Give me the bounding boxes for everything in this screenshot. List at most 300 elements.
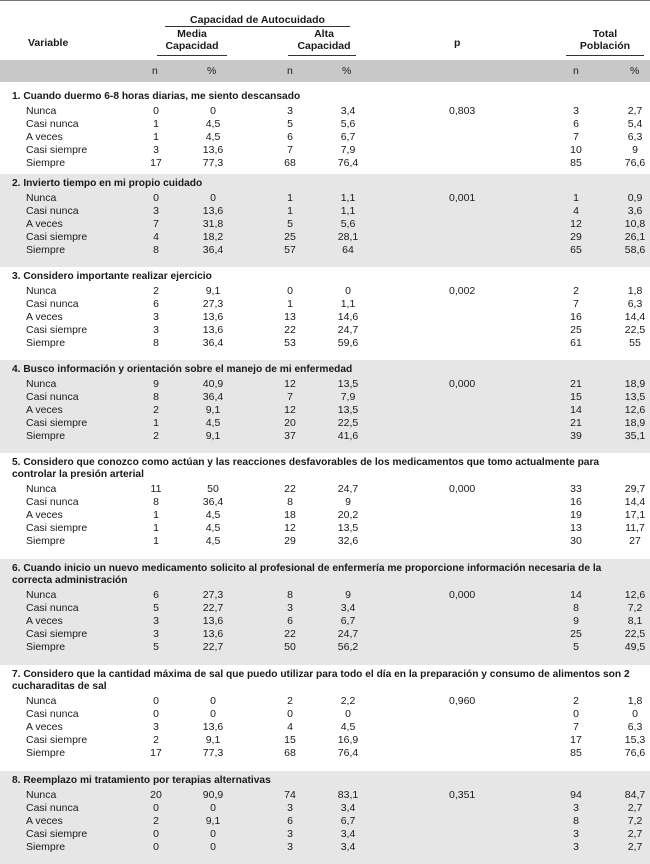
media-pct: 36,4 (202, 244, 224, 256)
media-pct: 22,7 (202, 602, 224, 614)
total-n: 85 (570, 747, 582, 759)
alta-pct: 14,6 (337, 311, 359, 323)
total-n: 6 (573, 118, 579, 130)
table-row (0, 522, 650, 535)
row-label: Casi nunca (26, 298, 79, 310)
total-n: 21 (570, 378, 582, 390)
media-n: 3 (153, 144, 159, 156)
table-row (0, 404, 650, 417)
alta-n: 25 (284, 231, 296, 243)
media-pct: 90,9 (202, 789, 224, 801)
question-title: 2. Invierto tiempo en mi propio cuidado (12, 178, 203, 189)
media-n: 17 (150, 747, 162, 759)
media-pct: 9,1 (205, 404, 221, 416)
question-section (0, 559, 650, 665)
alta-pct: 24,7 (337, 628, 359, 640)
total-pct: 10,8 (624, 218, 646, 230)
alta-pct: 13,5 (337, 378, 359, 390)
media-pct: 13,6 (202, 324, 224, 336)
header-alta-line1: Alta (314, 28, 334, 40)
media-n: 8 (153, 244, 159, 256)
media-n: 1 (153, 522, 159, 534)
table-row (0, 602, 650, 615)
alta-pct: 0 (345, 708, 351, 720)
total-n: 13 (570, 522, 582, 534)
total-pct: 2,7 (627, 802, 643, 814)
alta-n: 0 (287, 285, 293, 297)
media-n: 2 (153, 404, 159, 416)
media-pct: 36,4 (202, 337, 224, 349)
alta-n: 15 (284, 734, 296, 746)
alta-n: 8 (287, 589, 293, 601)
alta-n: 53 (284, 337, 296, 349)
total-n: 25 (570, 628, 582, 640)
media-pct: 13,6 (202, 144, 224, 156)
alta-pct: 4,5 (340, 721, 356, 733)
media-n: 11 (150, 483, 162, 495)
media-pct: 9,1 (205, 285, 221, 297)
p-value: 0,001 (449, 192, 476, 204)
total-n: 94 (570, 789, 582, 801)
question-section (0, 360, 650, 453)
total-pct: 18,9 (624, 378, 646, 390)
total-pct: 76,6 (624, 747, 646, 759)
media-n: 5 (153, 602, 159, 614)
total-pct: 6,3 (627, 721, 643, 733)
alta-n: 3 (287, 828, 293, 840)
total-pct: 55 (629, 337, 641, 349)
total-pct: 76,6 (624, 157, 646, 169)
media-pct: 0 (210, 841, 216, 853)
media-n: 6 (153, 298, 159, 310)
alta-pct: 1,1 (340, 205, 356, 217)
alta-pct: 28,1 (337, 231, 359, 243)
media-pct: 13,6 (202, 615, 224, 627)
header-total-line1: Total (592, 28, 618, 40)
total-pct: 29,7 (624, 483, 646, 495)
total-pct: 5,4 (627, 118, 643, 130)
total-rule (566, 55, 644, 56)
table-row (0, 391, 650, 404)
alta-pct: 24,7 (337, 324, 359, 336)
row-label: Nunca (26, 192, 57, 204)
media-n: 7 (153, 218, 159, 230)
row-label: Casi nunca (26, 391, 79, 403)
row-label: Casi siempre (26, 628, 88, 640)
p-value: 0,000 (449, 589, 476, 601)
total-pct: 22,5 (624, 628, 646, 640)
total-pct: 0 (632, 708, 638, 720)
alta-pct: 3,4 (340, 841, 356, 853)
alta-pct: 64 (342, 244, 354, 256)
total-pct: 1,8 (627, 695, 643, 707)
question-section (0, 174, 650, 267)
total-n: 7 (573, 721, 579, 733)
total-n: 16 (570, 311, 582, 323)
total-pct: 26,1 (624, 231, 646, 243)
total-n: 19 (570, 509, 582, 521)
media-pct: 9,1 (205, 430, 221, 442)
media-n: 6 (153, 589, 159, 601)
row-label: A veces (26, 615, 63, 627)
row-label: Casi siempre (26, 417, 88, 429)
question-title: 1. Cuando duermo 6-8 horas diarias, me siento descansado (12, 91, 301, 102)
media-n: 0 (153, 105, 159, 117)
total-n: 39 (570, 430, 582, 442)
alta-pct: 76,4 (337, 157, 359, 169)
total-n: 4 (573, 205, 579, 217)
row-label: A veces (26, 509, 63, 521)
total-pct: 7,2 (627, 815, 643, 827)
row-label: A veces (26, 721, 63, 733)
table-row (0, 734, 650, 747)
alta-pct: 22,5 (337, 417, 359, 429)
alta-n: 74 (284, 789, 296, 801)
header-alta-line2: Capacidad (297, 40, 351, 52)
question-title: 5. Considero que conozco como actúan y las reacciones desfavorables de los medicamentos que tomo actualmente para controlar la presión arterial (12, 457, 600, 480)
table-row (0, 430, 650, 443)
alta-n: 57 (284, 244, 296, 256)
total-pct: 12,6 (624, 404, 646, 416)
alta-pct: 5,6 (340, 218, 356, 230)
alta-n: 22 (284, 324, 296, 336)
row-label: Nunca (26, 105, 57, 117)
table-row (0, 695, 650, 708)
table-row (0, 324, 650, 337)
media-pct: 4,5 (205, 131, 221, 143)
total-pct: 9 (632, 144, 638, 156)
media-pct: 0 (210, 695, 216, 707)
alta-n: 5 (287, 218, 293, 230)
media-pct: 4,5 (205, 535, 221, 547)
row-label: Casi nunca (26, 802, 79, 814)
media-pct: 13,6 (202, 721, 224, 733)
media-n: 2 (153, 815, 159, 827)
row-label: Casi nunca (26, 496, 79, 508)
table-row (0, 285, 650, 298)
row-label: Casi siempre (26, 734, 88, 746)
media-rule (157, 55, 227, 56)
row-label: Casi siempre (26, 324, 88, 336)
alta-n: 50 (284, 641, 296, 653)
question-section (0, 771, 650, 864)
row-label: Casi nunca (26, 708, 79, 720)
media-n: 3 (153, 721, 159, 733)
row-label: Casi siempre (26, 522, 88, 534)
total-pct: 14,4 (624, 496, 646, 508)
total-pct: 35,1 (624, 430, 646, 442)
alta-n: 7 (287, 144, 293, 156)
row-label: Siempre (26, 641, 66, 653)
alta-pct: 2,2 (340, 695, 356, 707)
header-variable: Variable (28, 37, 69, 49)
row-label: Siempre (26, 747, 66, 759)
header-total-line2: Población (579, 40, 631, 52)
question-title: 6. Cuando inicio un nuevo medicamento solicito al profesional de enfermería me proporcione información necesaria de la correcta administración (12, 563, 602, 586)
table-row (0, 815, 650, 828)
total-pct: 7,2 (627, 602, 643, 614)
alta-pct: 9 (345, 496, 351, 508)
media-pct: 13,6 (202, 311, 224, 323)
total-n: 30 (570, 535, 582, 547)
table-row (0, 144, 650, 157)
media-pct: 0 (210, 828, 216, 840)
media-n: 0 (153, 841, 159, 853)
alta-pct: 5,6 (340, 118, 356, 130)
media-n: 2 (153, 734, 159, 746)
media-n: 8 (153, 337, 159, 349)
row-label: Casi siempre (26, 144, 88, 156)
alta-n: 3 (287, 105, 293, 117)
header-alta-capacidad (292, 28, 356, 52)
table-row (0, 417, 650, 430)
row-label: A veces (26, 311, 63, 323)
alta-n: 1 (287, 298, 293, 310)
alta-n: 13 (284, 311, 296, 323)
alta-pct: 41,6 (337, 430, 359, 442)
total-n: 33 (570, 483, 582, 495)
alta-pct: 0 (345, 285, 351, 297)
total-pct: 27 (629, 535, 641, 547)
media-n: 20 (150, 789, 162, 801)
row-label: Casi siempre (26, 231, 88, 243)
media-pct: 27,3 (202, 298, 224, 310)
question-title: 8. Reemplazo mi tratamiento por terapias alternativas (12, 775, 271, 786)
media-n: 0 (153, 828, 159, 840)
group-label: Capacidad de Autocuidado (190, 14, 325, 26)
total-n: 7 (573, 131, 579, 143)
total-n: 14 (570, 589, 582, 601)
total-pct: 15,3 (624, 734, 646, 746)
total-n: 5 (573, 641, 579, 653)
media-pct: 0 (210, 192, 216, 204)
alta-n: 0 (287, 708, 293, 720)
alta-n: 22 (284, 628, 296, 640)
total-n: 65 (570, 244, 582, 256)
table-row (0, 509, 650, 522)
media-pct: 50 (207, 483, 219, 495)
row-label: Nunca (26, 589, 57, 601)
media-pct: 31,8 (202, 218, 224, 230)
total-n: 9 (573, 615, 579, 627)
alta-pct: 16,9 (337, 734, 359, 746)
total-n: 15 (570, 391, 582, 403)
alta-rule (288, 55, 356, 56)
table-row (0, 802, 650, 815)
alta-n: 68 (284, 747, 296, 759)
table-row (0, 378, 650, 391)
alta-n: 68 (284, 157, 296, 169)
alta-pct: 1,1 (340, 298, 356, 310)
total-n: 2 (573, 695, 579, 707)
alta-pct: 6,7 (340, 815, 356, 827)
subheader-n-total: n (573, 65, 579, 77)
media-pct: 4,5 (205, 522, 221, 534)
p-value: 0,000 (449, 483, 476, 495)
question-title: 7. Considero que la cantidad máxima de sal que puedo utilizar para todo el día en la preparación y consumo de alimentos son 2 cucharaditas de sal (12, 669, 630, 692)
row-label: Siempre (26, 244, 66, 256)
alta-pct: 13,5 (337, 404, 359, 416)
media-n: 2 (153, 430, 159, 442)
alta-n: 22 (284, 483, 296, 495)
p-value: 0,000 (449, 378, 476, 390)
media-pct: 0 (210, 708, 216, 720)
media-n: 1 (153, 535, 159, 547)
total-pct: 8,1 (627, 615, 643, 627)
total-pct: 11,7 (625, 522, 645, 534)
alta-n: 12 (284, 404, 296, 416)
media-pct: 4,5 (205, 417, 221, 429)
media-n: 3 (153, 205, 159, 217)
row-label: A veces (26, 815, 63, 827)
total-n: 1 (573, 192, 579, 204)
total-n: 25 (570, 324, 582, 336)
total-n: 29 (570, 231, 582, 243)
top-rule (0, 0, 650, 1)
total-pct: 17,1 (624, 509, 646, 521)
question-section (0, 665, 650, 771)
media-pct: 0 (210, 802, 216, 814)
total-pct: 49,5 (624, 641, 646, 653)
row-label: Nunca (26, 789, 57, 801)
alta-n: 1 (287, 205, 293, 217)
media-pct: 27,3 (202, 589, 224, 601)
media-n: 17 (150, 157, 162, 169)
subheader-n-alta: n (287, 65, 293, 77)
total-pct: 1,8 (627, 285, 643, 297)
question-title: 3. Considero importante realizar ejercicio (12, 271, 212, 282)
row-label: Nunca (26, 285, 57, 297)
total-n: 14 (570, 404, 582, 416)
table-row (0, 747, 650, 760)
alta-pct: 3,4 (340, 105, 356, 117)
table-row (0, 615, 650, 628)
table-row (0, 311, 650, 324)
alta-pct: 6,7 (340, 615, 356, 627)
alta-pct: 32,6 (337, 535, 359, 547)
row-label: A veces (26, 218, 63, 230)
row-label: Casi nunca (26, 118, 79, 130)
media-n: 5 (153, 641, 159, 653)
media-pct: 36,4 (202, 391, 224, 403)
table-row (0, 483, 650, 496)
row-label: Nunca (26, 378, 57, 390)
total-n: 8 (573, 602, 579, 614)
media-pct: 4,5 (205, 118, 221, 130)
subheader-pct-total: % (630, 65, 640, 77)
table-header (0, 0, 650, 60)
p-value: 0,803 (449, 105, 476, 117)
alta-n: 20 (284, 417, 296, 429)
total-n: 3 (573, 841, 579, 853)
total-n: 16 (570, 496, 582, 508)
total-pct: 84,7 (624, 789, 646, 801)
alta-n: 3 (287, 841, 293, 853)
p-value: 0,351 (449, 789, 476, 801)
total-n: 12 (570, 218, 582, 230)
media-n: 0 (153, 192, 159, 204)
media-n: 3 (153, 628, 159, 640)
total-pct: 22,5 (624, 324, 646, 336)
total-n: 2 (573, 285, 579, 297)
alta-pct: 24,7 (337, 483, 359, 495)
total-pct: 2,7 (627, 841, 643, 853)
media-n: 3 (153, 615, 159, 627)
alta-n: 3 (287, 602, 293, 614)
table-row (0, 118, 650, 131)
total-n: 3 (573, 828, 579, 840)
total-pct: 3,6 (627, 205, 643, 217)
table-row (0, 628, 650, 641)
alta-n: 2 (287, 695, 293, 707)
total-n: 3 (573, 105, 579, 117)
p-value: 0,002 (449, 285, 476, 297)
row-label: Casi nunca (26, 205, 79, 217)
table-row (0, 708, 650, 721)
header-p: p (454, 37, 461, 49)
question-section (0, 453, 650, 559)
question-section (0, 267, 650, 360)
media-pct: 18,2 (202, 231, 224, 243)
table-row (0, 841, 650, 854)
question-title: 4. Busco información y orientación sobre el manejo de mi enfermedad (12, 364, 353, 375)
table-row (0, 789, 650, 802)
row-label: Siempre (26, 157, 66, 169)
total-pct: 6,3 (627, 298, 643, 310)
alta-n: 8 (287, 496, 293, 508)
total-pct: 6,3 (627, 131, 643, 143)
total-pct: 12,6 (624, 589, 646, 601)
row-label: Siempre (26, 337, 66, 349)
alta-pct: 7,9 (340, 144, 356, 156)
total-pct: 13,5 (624, 391, 646, 403)
subheader-pct-media: % (207, 65, 217, 77)
media-n: 0 (153, 802, 159, 814)
table-row (0, 205, 650, 218)
media-pct: 13,6 (202, 628, 224, 640)
media-n: 1 (153, 131, 159, 143)
table-row (0, 218, 650, 231)
total-pct: 18,9 (624, 417, 646, 429)
total-n: 17 (570, 734, 582, 746)
row-label: Casi siempre (26, 828, 88, 840)
media-n: 4 (153, 231, 159, 243)
alta-n: 6 (287, 815, 293, 827)
header-media-line1: Media (177, 28, 207, 40)
media-n: 8 (153, 496, 159, 508)
media-n: 0 (153, 695, 159, 707)
total-pct: 14,4 (624, 311, 646, 323)
alta-pct: 1,1 (340, 192, 356, 204)
total-n: 7 (573, 298, 579, 310)
media-n: 8 (153, 391, 159, 403)
header-media-capacidad (157, 28, 227, 52)
total-n: 0 (573, 708, 579, 720)
media-pct: 77,3 (202, 157, 224, 169)
header-media-line2: Capacidad (165, 40, 219, 52)
media-pct: 22,7 (202, 641, 224, 653)
media-pct: 4,5 (205, 509, 221, 521)
alta-pct: 83,1 (337, 789, 359, 801)
header-total-poblacion (570, 28, 640, 52)
alta-n: 29 (284, 535, 296, 547)
total-pct: 2,7 (627, 105, 643, 117)
table-row (0, 105, 650, 118)
table-row (0, 589, 650, 602)
table-row (0, 337, 650, 350)
media-pct: 0 (210, 105, 216, 117)
row-label: A veces (26, 404, 63, 416)
